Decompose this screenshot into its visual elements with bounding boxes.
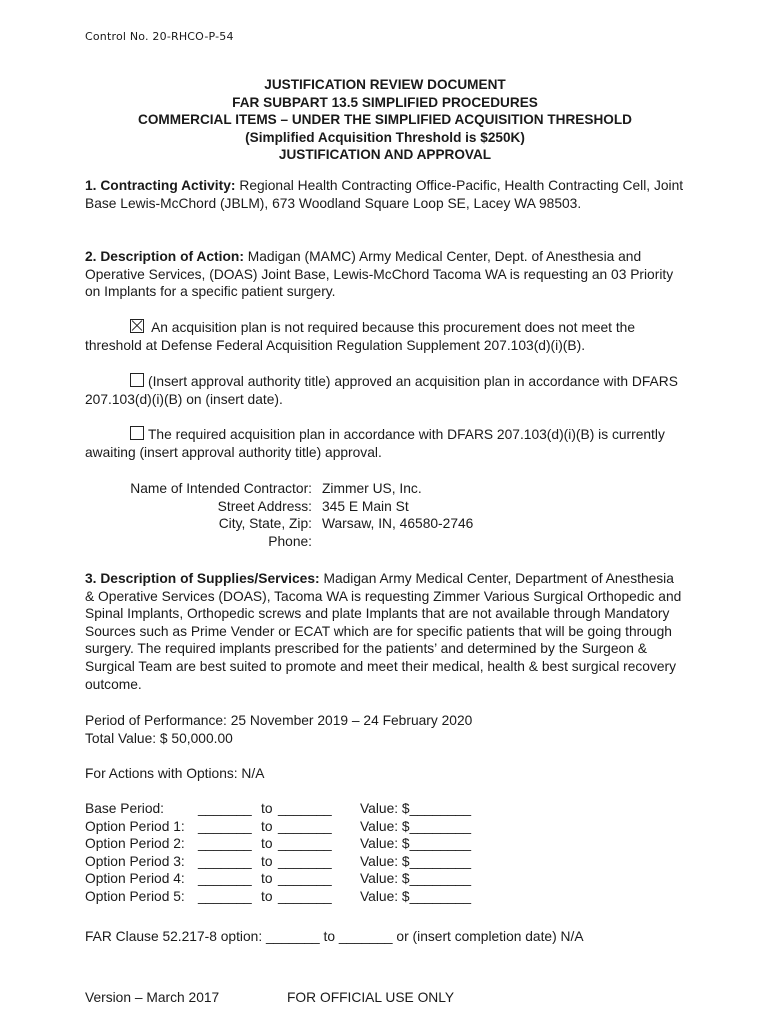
option-period-to: _______ [278, 853, 332, 869]
title-line-3: COMMERCIAL ITEMS – UNDER THE SIMPLIFIED ACQUISITION THRESHOLD [138, 112, 632, 128]
title-line-2: FAR SUBPART 13.5 SIMPLIFIED PROCEDURES [232, 94, 538, 110]
contractor-name-value: Zimmer US, Inc. [322, 481, 422, 496]
footer-fouo: FOR OFFICIAL USE ONLY [287, 990, 455, 1005]
checkbox-3-text: The required acquisition plan in accordance with DFARS 207.103(d)(i)(B) is currently awaiting (insert approval authority title) approval. [85, 427, 665, 460]
phone-label: Phone: [268, 533, 312, 549]
option-period-to: _______ [278, 871, 332, 887]
footer-version: Version – March 2017 [85, 990, 220, 1005]
section-3-label: 3. Description of Supplies/Services: [85, 571, 320, 586]
option-period-label: Option Period 5: [85, 888, 185, 904]
option-period-to-word: to [261, 818, 273, 834]
option-period-from: _______ [198, 871, 252, 887]
section-description-of-supplies [85, 570, 685, 693]
option-period-row [85, 870, 471, 888]
street-address-value: 345 E Main St [322, 498, 409, 514]
section-1-text: Regional Health Contracting Office-Pacific, Health Contracting Cell, Joint Base Lewis-McChord (JBLM), 673 Woodland Square Loop SE, Lacey WA 98503. [85, 178, 684, 211]
phone-row [85, 533, 473, 551]
option-period-row [85, 835, 471, 853]
option-period-from: _______ [198, 801, 252, 816]
document-title [70, 76, 700, 164]
option-period-row [85, 818, 471, 836]
checkbox-item-plan-not-required [85, 319, 685, 354]
checked-checkbox[interactable] [130, 319, 144, 333]
option-period-value: Value: $________ [360, 801, 471, 816]
option-period-label: Option Period 2: [85, 836, 185, 852]
city-state-zip-value: Warsaw, IN, 46580-2746 [322, 516, 474, 532]
total-value-text: Total Value: $ 50,000.00 [85, 730, 233, 746]
option-period-label: Option Period 4: [85, 871, 185, 887]
section-3-text: Madigan Army Medical Center, Department of Anesthesia & Operative Services (DOAS), Tacoma WA is requesting Zimmer Various Surgical Orthopedic and Spinal Implants, Orthopedic screws and plate Implants that are not available through Mandatory Sources such as Prime Vender or ECAT which are for specific patients that will be going through surgery. The required implants prescribed for the patients’ and determined by the Surgeon & Surgical Team are best suited to promote and meet their medical, health & best surgical recovery outcome. [85, 571, 682, 692]
section-description-of-action [85, 248, 685, 301]
option-period-row [85, 800, 471, 818]
section-contracting-activity [85, 177, 685, 212]
city-state-zip-row [85, 515, 473, 533]
option-period-to-word: to [261, 836, 273, 852]
option-period-from: _______ [198, 888, 252, 904]
option-period-to-word: to [261, 853, 273, 869]
contractor-name-label: Name of Intended Contractor: [130, 481, 312, 496]
option-period-to: _______ [278, 888, 332, 904]
option-period-value: Value: $________ [360, 818, 471, 834]
unchecked-checkbox[interactable] [130, 426, 144, 440]
period-of-performance [85, 712, 685, 747]
option-period-label: Option Period 1: [85, 818, 185, 834]
control-number: Control No. 20-RHCO-P-54 [85, 30, 234, 43]
option-period-to: _______ [278, 818, 332, 834]
option-period-row [85, 888, 471, 906]
checkbox-2-text: (Insert approval authority title) approved an acquisition plan in accordance with DFARS 207.103(d)(i)(B) on (insert date). [85, 374, 678, 407]
actions-with-options: For Actions with Options: N/A [85, 766, 265, 781]
option-period-to-word: to [261, 888, 273, 904]
checkbox-1-text: An acquisition plan is not required because this procurement does not meet the threshold at Defense Federal Acquisition Regulation Supplement 207.103(d)(i)(B). [85, 320, 636, 353]
option-periods-table [85, 800, 471, 906]
title-line-4: (Simplified Acquisition Threshold is $250K) [245, 129, 525, 145]
option-period-from: _______ [198, 853, 252, 869]
contractor-info [85, 480, 473, 550]
far-clause-option: FAR Clause 52.217-8 option: _______ to _______ or (insert completion date) N/A [85, 929, 584, 944]
section-2-label: 2. Description of Action: [85, 249, 244, 264]
option-period-value: Value: $________ [360, 836, 471, 852]
section-2-text: Madigan (MAMC) Army Medical Center, Dept. of Anesthesia and Operative Services, (DOAS) Joint Base, Lewis-McChord Tacoma WA is requesting an 03 Priority on Implants for a specific patient surgery. [85, 249, 674, 300]
street-address-label: Street Address: [217, 498, 312, 514]
option-period-to-word: to [261, 801, 273, 816]
option-period-value: Value: $________ [360, 888, 471, 904]
title-line-5: JUSTIFICATION AND APPROVAL [278, 147, 492, 163]
section-1-label: 1. Contracting Activity: [85, 178, 236, 193]
contractor-name-row [85, 480, 473, 498]
checkbox-item-plan-approved [85, 373, 685, 408]
option-period-from: _______ [198, 836, 252, 852]
unchecked-checkbox[interactable] [130, 373, 144, 387]
city-state-zip-label: City, State, Zip: [218, 516, 312, 532]
option-period-to: _______ [278, 836, 332, 852]
option-period-to: _______ [278, 801, 332, 816]
option-period-label: Option Period 3: [85, 853, 185, 869]
option-period-value: Value: $________ [360, 871, 471, 887]
option-period-label: Base Period: [85, 801, 164, 816]
option-period-row [85, 853, 471, 871]
option-period-to-word: to [261, 871, 273, 887]
street-address-row [85, 498, 473, 516]
period-of-performance-text: Period of Performance: 25 November 2019 – 24 February 2020 [85, 713, 473, 728]
option-period-value: Value: $________ [360, 853, 471, 869]
option-period-from: _______ [198, 818, 252, 834]
checkbox-item-plan-awaiting [85, 426, 685, 461]
title-line-1: JUSTIFICATION REVIEW DOCUMENT [264, 77, 506, 92]
